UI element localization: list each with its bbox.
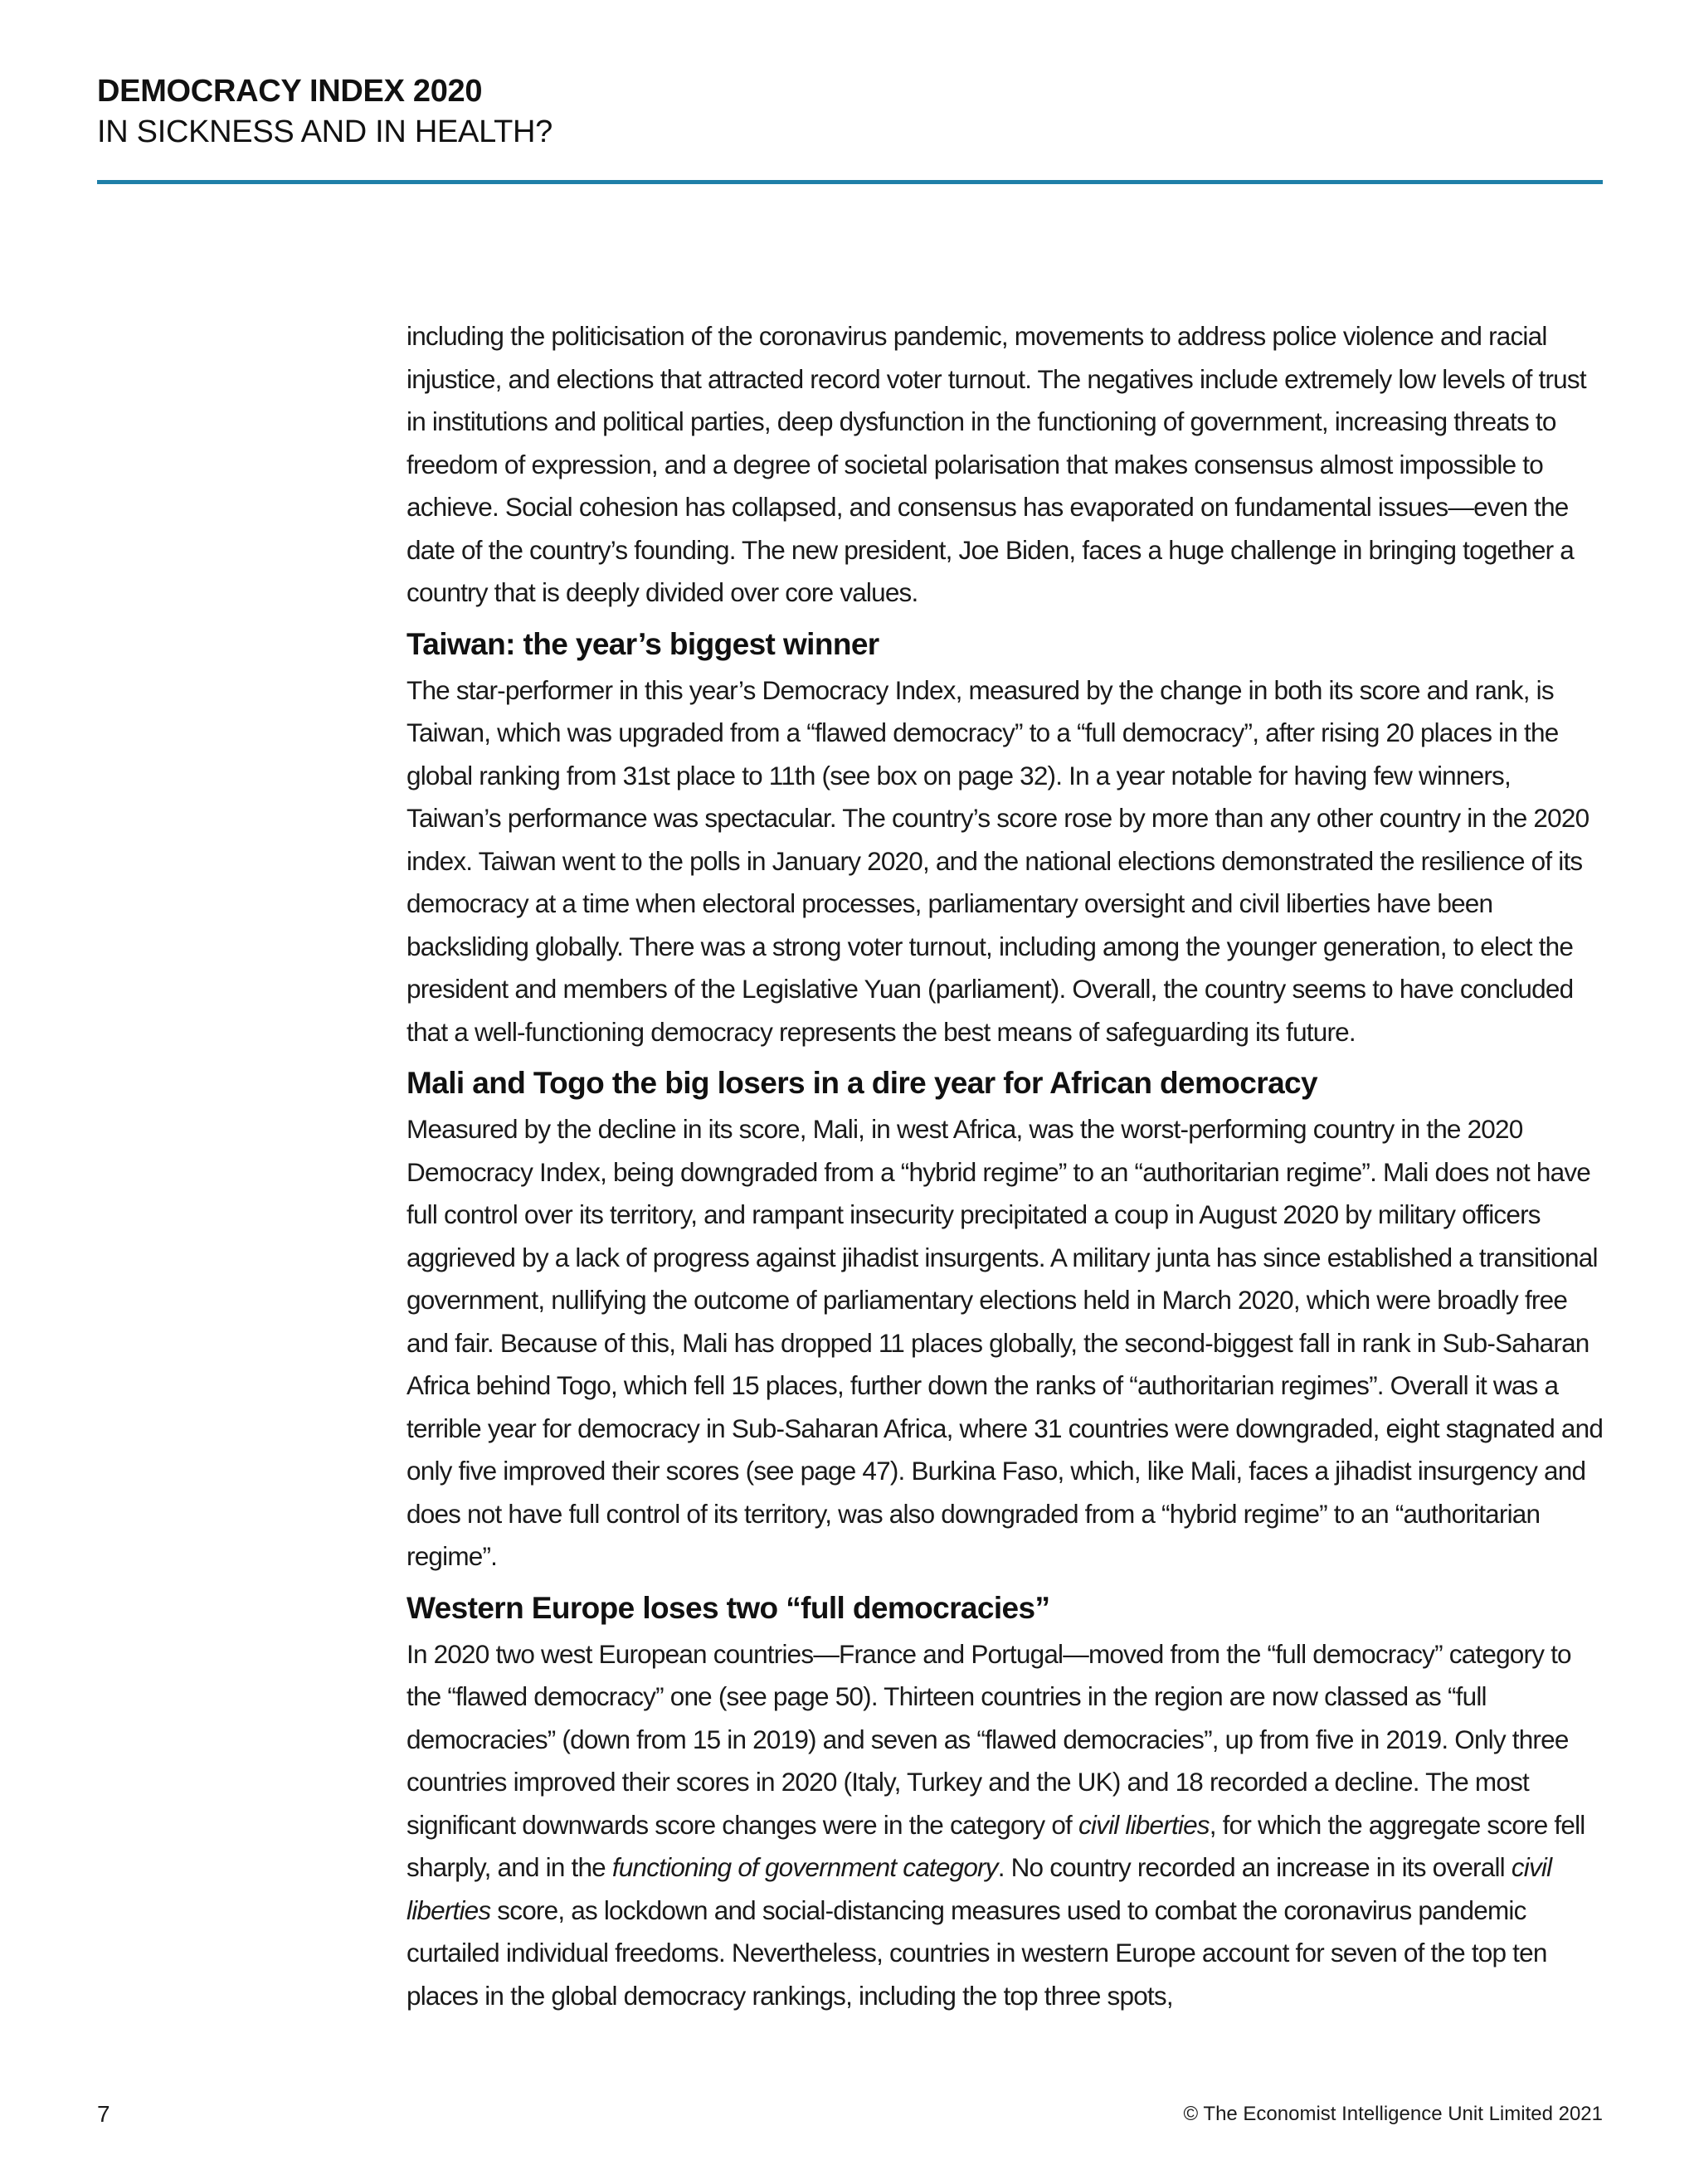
article-body: [406, 315, 1609, 2017]
page-header: [97, 71, 1603, 153]
paragraph-text: . No country recorded an increase in its overall: [997, 1852, 1512, 1882]
section-heading-mali-togo: Mali and Togo the big losers in a dire year for African democracy: [406, 1066, 1318, 1100]
section-paragraph-western-europe: [406, 1633, 1609, 2018]
section-western-europe: [406, 1588, 1609, 2018]
emphasis-civil-liberties: civil liberties: [406, 1852, 1552, 1925]
report-subtitle: IN SICKNESS AND IN HEALTH?: [97, 114, 553, 149]
section-heading-taiwan: Taiwan: the year’s biggest winner: [406, 626, 879, 661]
report-title: DEMOCRACY INDEX 2020: [97, 74, 483, 109]
section-heading-western-europe: Western Europe loses two “full democracies”: [406, 1590, 1050, 1625]
emphasis-civil-liberties: civil liberties: [1078, 1809, 1210, 1840]
section-mali-togo: [406, 1063, 1609, 1578]
page-number: 7: [97, 2101, 110, 2127]
paragraph-text: , for which the aggregate score fell sharply, and in the: [406, 1809, 1585, 1882]
intro-paragraph: including the politicisation of the coronavirus pandemic, movements to address police violence and racial injustice, and elections that attracted record voter turnout. The negatives include extremely low levels of trust in institutions and political parties, deep dysfunction in the functioning of government, increasing threats to freedom of expression, and a degree of societal polarisation that makes consensus almost impossible to achieve. Social cohesion has collapsed, and consensus has evaporated on fundamental issues—even the date of the country’s founding. The new president, Joe Biden, faces a huge challenge in bringing together a country that is deeply divided over core values.: [406, 321, 1586, 607]
emphasis-functioning-of-government: functioning of government category: [611, 1852, 998, 1882]
header-divider: [97, 180, 1603, 184]
section-paragraph-taiwan: The star-performer in this year’s Democracy Index, measured by the change in both its score and rank, is Taiwan, which was upgraded from a “flawed democracy” to a “full democracy”, after rising 20 places in the global ranking from 31st place to 11th (see box on page 32). In a year notable for having few winners, Taiwan’s performance was spectacular. The country’s score rose by more than any other country in the 2020 index. Taiwan went to the polls in January 2020, and the national elections demonstrated the resilience of its democracy at a time when electoral processes, parliamentary oversight and civil liberties have been backsliding globally. There was a strong voter turnout, including among the younger generation, to elect the president and members of the Legislative Yuan (parliament). Overall, the country seems to have concluded that a well-functioning democracy represents the best means of safeguarding its future.: [406, 674, 1589, 1047]
paragraph-text: In 2020 two west European countries—France and Portugal—moved from the “full democracy” category to the “flawed democracy” one (see page 50). Thirteen countries in the region are now classed as “full democracies” (down from 15 in 2019) and seven as “flawed democracies”, up from five in 2019. Only three countries improved their scores in 2020 (Italy, Turkey and the UK) and 18 recorded a decline. The most significant downwards score changes were in the category of: [406, 1638, 1571, 1840]
paragraph-text: score, as lockdown and social-distancing measures used to combat the coronavirus pandemic curtailed individual freedoms. Nevertheless, countries in western Europe account for seven of the top ten places in the global democracy rankings, including the top three spots,: [406, 1895, 1547, 2011]
copyright-notice: © The Economist Intelligence Unit Limited 2021: [1183, 2103, 1603, 2125]
section-paragraph-mali-togo: Measured by the decline in its score, Mali, in west Africa, was the worst-performing country in the 2020 Democracy Index, being downgraded from a “hybrid regime” to an “authoritarian regime”. Mali does not have full control over its territory, and rampant insecurity precipitated a coup in August 2020 by military officers aggrieved by a lack of progress against jihadist insurgents. A military junta has since established a transitional government, nullifying the outcome of parliamentary elections held in March 2020, which were broadly free and fair. Because of this, Mali has dropped 11 places globally, the second-biggest fall in rank in Sub-Saharan Africa behind Togo, which fell 15 places, further down the ranks of “authoritarian regimes”. Overall it was a terrible year for democracy in Sub-Saharan Africa, where 31 countries were downgraded, eight stagnated and only five improved their scores (see page 47). Burkina Faso, which, like Mali, faces a jihadist insurgency and does not have full control of its territory, was also downgraded from a “hybrid regime” to an “authoritarian regime”.: [406, 1114, 1604, 1571]
section-taiwan: [406, 625, 1609, 1054]
